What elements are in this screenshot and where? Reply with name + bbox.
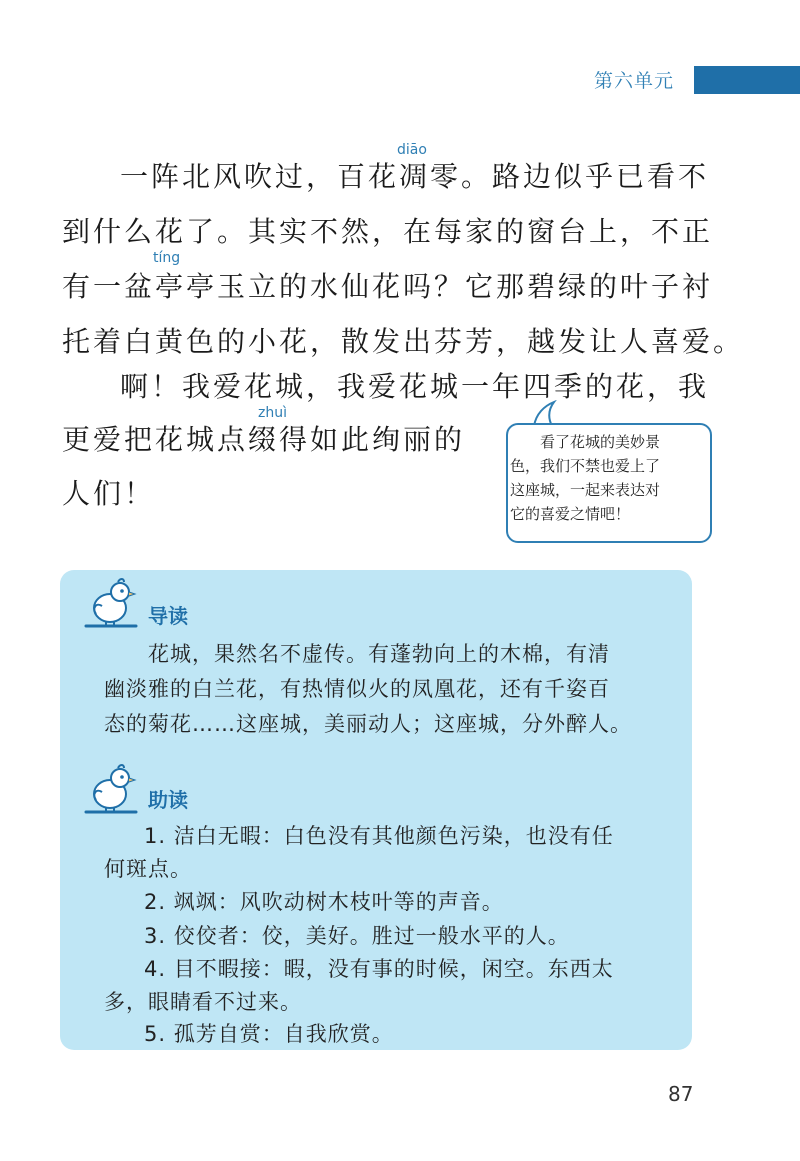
help-line: 4. 目不暇接：暇，没有事的时候，闲空。东西太 [144,957,614,981]
speech-bubble-text: 看了花城的美妙景 色，我们不禁也爱上了 这座城，一起来表达对 它的喜爱之情吧！ [510,433,661,523]
guide-line: 花城，果然名不虚传。有蓬勃向上的木棉，有清 [148,642,610,666]
unit-title: 第六单元 [593,70,674,92]
help-line: 3. 佼佼者：佼，美好。胜过一般水平的人。 [144,924,570,948]
bird-icon [80,578,140,634]
help-heading: 助读 [148,788,188,812]
paragraph-line: 啊！我爱花城，我爱花城一年四季的花，我 [120,370,710,403]
help-line: 2. 飒飒：风吹动树木枝叶等的声音。 [144,890,504,914]
paragraph-line: 人们！ [62,477,156,510]
paragraph-line: 有一盆亭亭玉立的水仙花吗？它那碧绿的叶子衬 [62,270,714,303]
help-line: 多，眼睛看不过来。 [104,990,302,1014]
guide-line: 幽淡雅的白兰花，有热情似火的凤凰花，还有千姿百 [104,677,610,701]
pinyin-ting: tíng [153,250,181,266]
help-line: 1. 洁白无暇：白色没有其他颜色污染，也没有任 [144,824,614,848]
unit-header-bar [694,66,800,94]
help-line: 何斑点。 [104,857,192,881]
page-number: 87 [668,1082,694,1106]
paragraph-line: 更爱把花城点缀得如此绚丽的 [62,423,466,456]
bird-icon [80,764,140,820]
pinyin-zhui: zhuì [258,405,287,421]
paragraph-line: 到什么花了。其实不然，在每家的窗台上，不正 [62,215,714,248]
paragraph-line: 一阵北风吹过，百花凋零。路边似乎已看不 [120,160,710,193]
paragraph-line: 托着白黄色的小花，散发出芬芳，越发让人喜爱。 [62,325,745,358]
pinyin-diao: diāo [397,142,427,158]
guide-heading: 导读 [148,604,188,628]
guide-line: 态的菊花……这座城，美丽动人；这座城，分外醉人。 [104,712,632,736]
help-line: 5. 孤芳自赏：自我欣赏。 [144,1022,394,1046]
